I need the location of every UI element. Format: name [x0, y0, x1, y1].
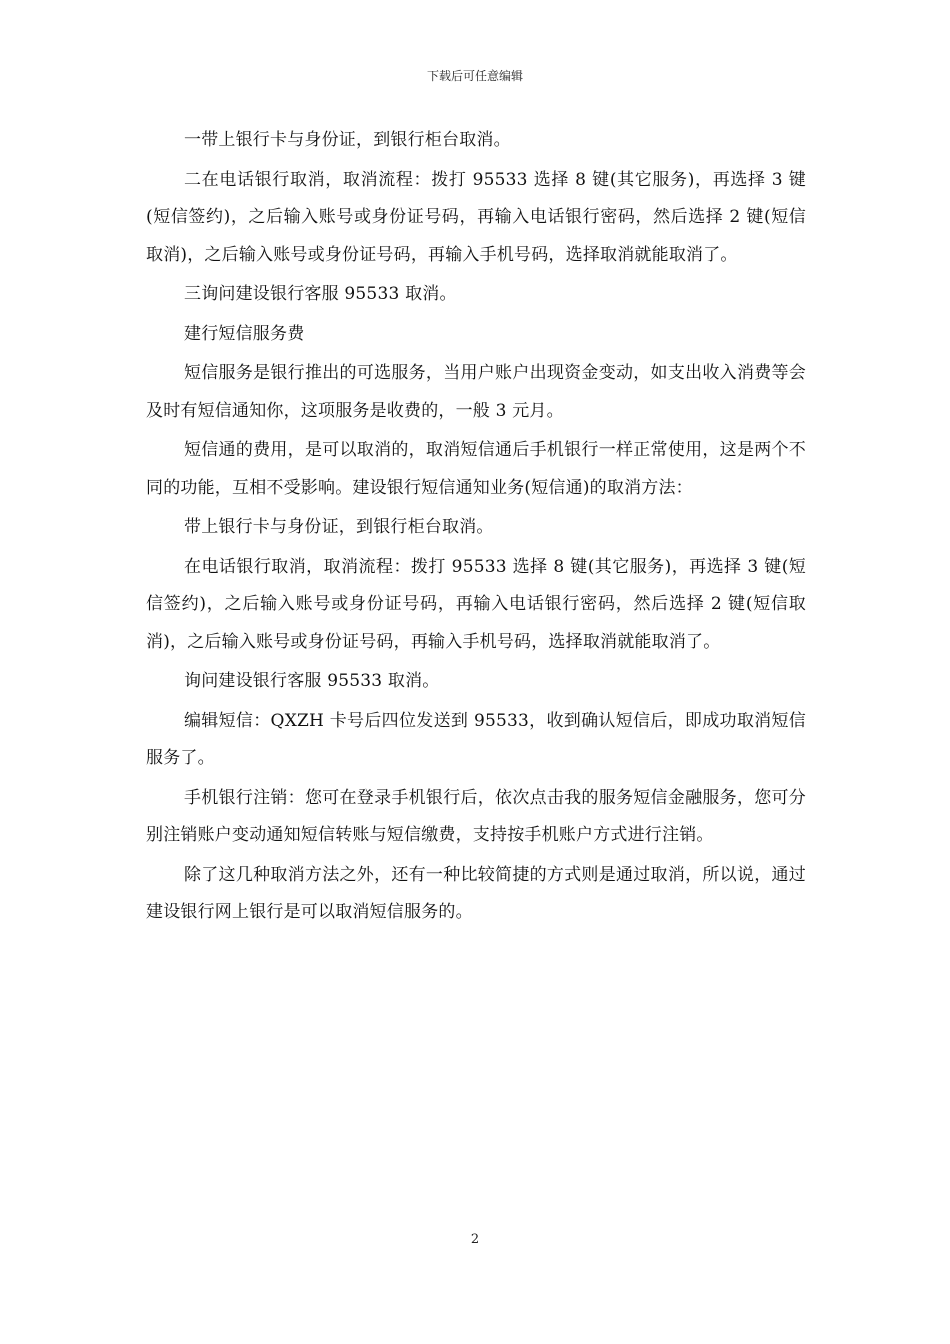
paragraph-6: 短信通的费用，是可以取消的，取消短信通后手机银行一样正常使用，这是两个不同的功能，互相不受影响。建设银行短信通知业务(短信通)的取消方法：: [146, 440, 806, 498]
paragraph-10: 编辑短信：QXZH 卡号后四位发送到 95533，收到确认短信后，即成功取消短信服务了。: [146, 710, 806, 768]
document-body: [146, 122, 806, 934]
paragraph-7: 带上银行卡与身份证，到银行柜台取消。: [184, 517, 494, 537]
paragraph-3: 三询问建设银行客服 95533 取消。: [184, 284, 457, 304]
section-heading: 建行短信服务费: [184, 323, 305, 344]
paragraph-2: 二在电话银行取消，取消流程：拨打 95533 选择 8 键(其它服务)，再选择 3 键(短信签约)，之后输入账号或身份证号码，再输入电话银行密码，然后选择 2 键(短信取消)，之后输入账号或身份证号码，再输入手机号码，选择取消就能取消了。: [146, 169, 806, 265]
paragraph-5: 短信服务是银行推出的可选服务，当用户账户出现资金变动，如支出收入消费等会及时有短信通知你，这项服务是收费的，一般 3 元月。: [146, 363, 806, 421]
paragraph-12: 除了这几种取消方法之外，还有一种比较简捷的方式则是通过取消，所以说，通过建设银行网上银行是可以取消短信服务的。: [146, 864, 806, 922]
paragraph-11: 手机银行注销：您可在登录手机银行后，依次点击我的服务短信金融服务，您可分别注销账户变动通知短信转账与短信缴费，支持按手机账户方式进行注销。: [146, 787, 806, 845]
page-number: 2: [470, 1232, 480, 1247]
page-header: 下载后可任意编辑: [426, 69, 523, 83]
paragraph-1: 一带上银行卡与身份证，到银行柜台取消。: [184, 130, 511, 150]
paragraph-8: 在电话银行取消，取消流程：拨打 95533 选择 8 键(其它服务)，再选择 3 键(短信签约)，之后输入账号或身份证号码，再输入电话银行密码，然后选择 2 键(短信取消)，之后输入账号或身份证号码，再输入手机号码，选择取消就能取消了。: [146, 556, 806, 652]
paragraph-9: 询问建设银行客服 95533 取消。: [184, 671, 440, 691]
